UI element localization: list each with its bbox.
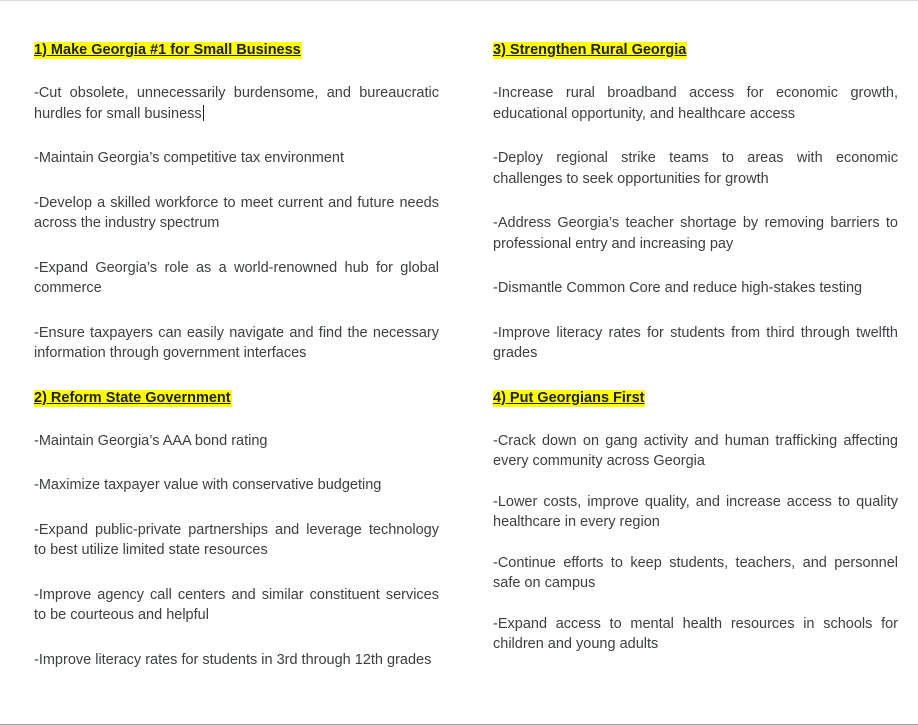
list-item[interactable]: -Ensure taxpayers can easily navigate and find the necessary information through government interfaces [34, 324, 439, 361]
section-heading[interactable]: 2) Reform State Government [34, 389, 231, 406]
list-item[interactable]: -Increase rural broadband access for economic growth, educational opportunity, and healthcare access [493, 85, 898, 122]
list-item[interactable]: -Develop a skilled workforce to meet current and future needs across the industry spectrum [34, 194, 439, 231]
list-item[interactable]: -Deploy regional strike teams to areas with economic challenges to seek opportunities for growth [493, 150, 898, 187]
section-small-business [34, 41, 439, 364]
list-item[interactable]: -Crack down on gang activity and human trafficking affecting every community across Georgia [493, 432, 898, 469]
list-item[interactable]: -Maximize taxpayer value with conservative budgeting [34, 477, 382, 493]
list-item[interactable]: -Maintain Georgia’s AAA bond rating [34, 432, 268, 449]
list-item[interactable]: -Improve literacy rates for students from third through twelfth grades [493, 324, 898, 361]
section-rural-georgia [493, 41, 898, 364]
list-item[interactable]: -Lower costs, improve quality, and increase access to quality healthcare in every region [493, 493, 898, 530]
document-page [34, 31, 898, 670]
section-reform-government [34, 389, 439, 671]
section-heading[interactable]: 4) Put Georgians First [493, 389, 645, 406]
list-item[interactable]: -Dismantle Common Core and reduce high-stakes testing [493, 280, 863, 296]
section-heading[interactable]: 1) Make Georgia #1 for Small Business [34, 42, 301, 58]
list-item[interactable]: -Improve literacy rates for students in 3rd through 12th grades [34, 651, 432, 668]
left-column [34, 31, 439, 670]
list-item[interactable]: -Expand public-private partnerships and leverage technology to best utilize limited state resources [34, 521, 439, 558]
list-item[interactable]: -Expand Georgia’s role as a world-renowned hub for global commerce [34, 259, 439, 296]
list-item[interactable]: -Maintain Georgia’s competitive tax environment [34, 150, 345, 166]
list-item[interactable]: -Expand access to mental health resources in schools for children and young adults [493, 615, 898, 652]
list-item[interactable]: -Continue efforts to keep students, teachers, and personnel safe on campus [493, 554, 898, 591]
text-cursor [203, 105, 204, 121]
list-item[interactable]: -Improve agency call centers and similar constituent services to be courteous and helpful [34, 586, 439, 623]
section-heading[interactable]: 3) Strengthen Rural Georgia [493, 42, 687, 58]
list-item[interactable]: -Address Georgia’s teacher shortage by removing barriers to professional entry and increasing pay [493, 215, 898, 252]
section-georgians-first [493, 389, 898, 655]
right-column [493, 31, 898, 670]
list-item[interactable]: -Cut obsolete, unnecessarily burdensome, and bureaucratic hurdles for small business [34, 85, 439, 122]
